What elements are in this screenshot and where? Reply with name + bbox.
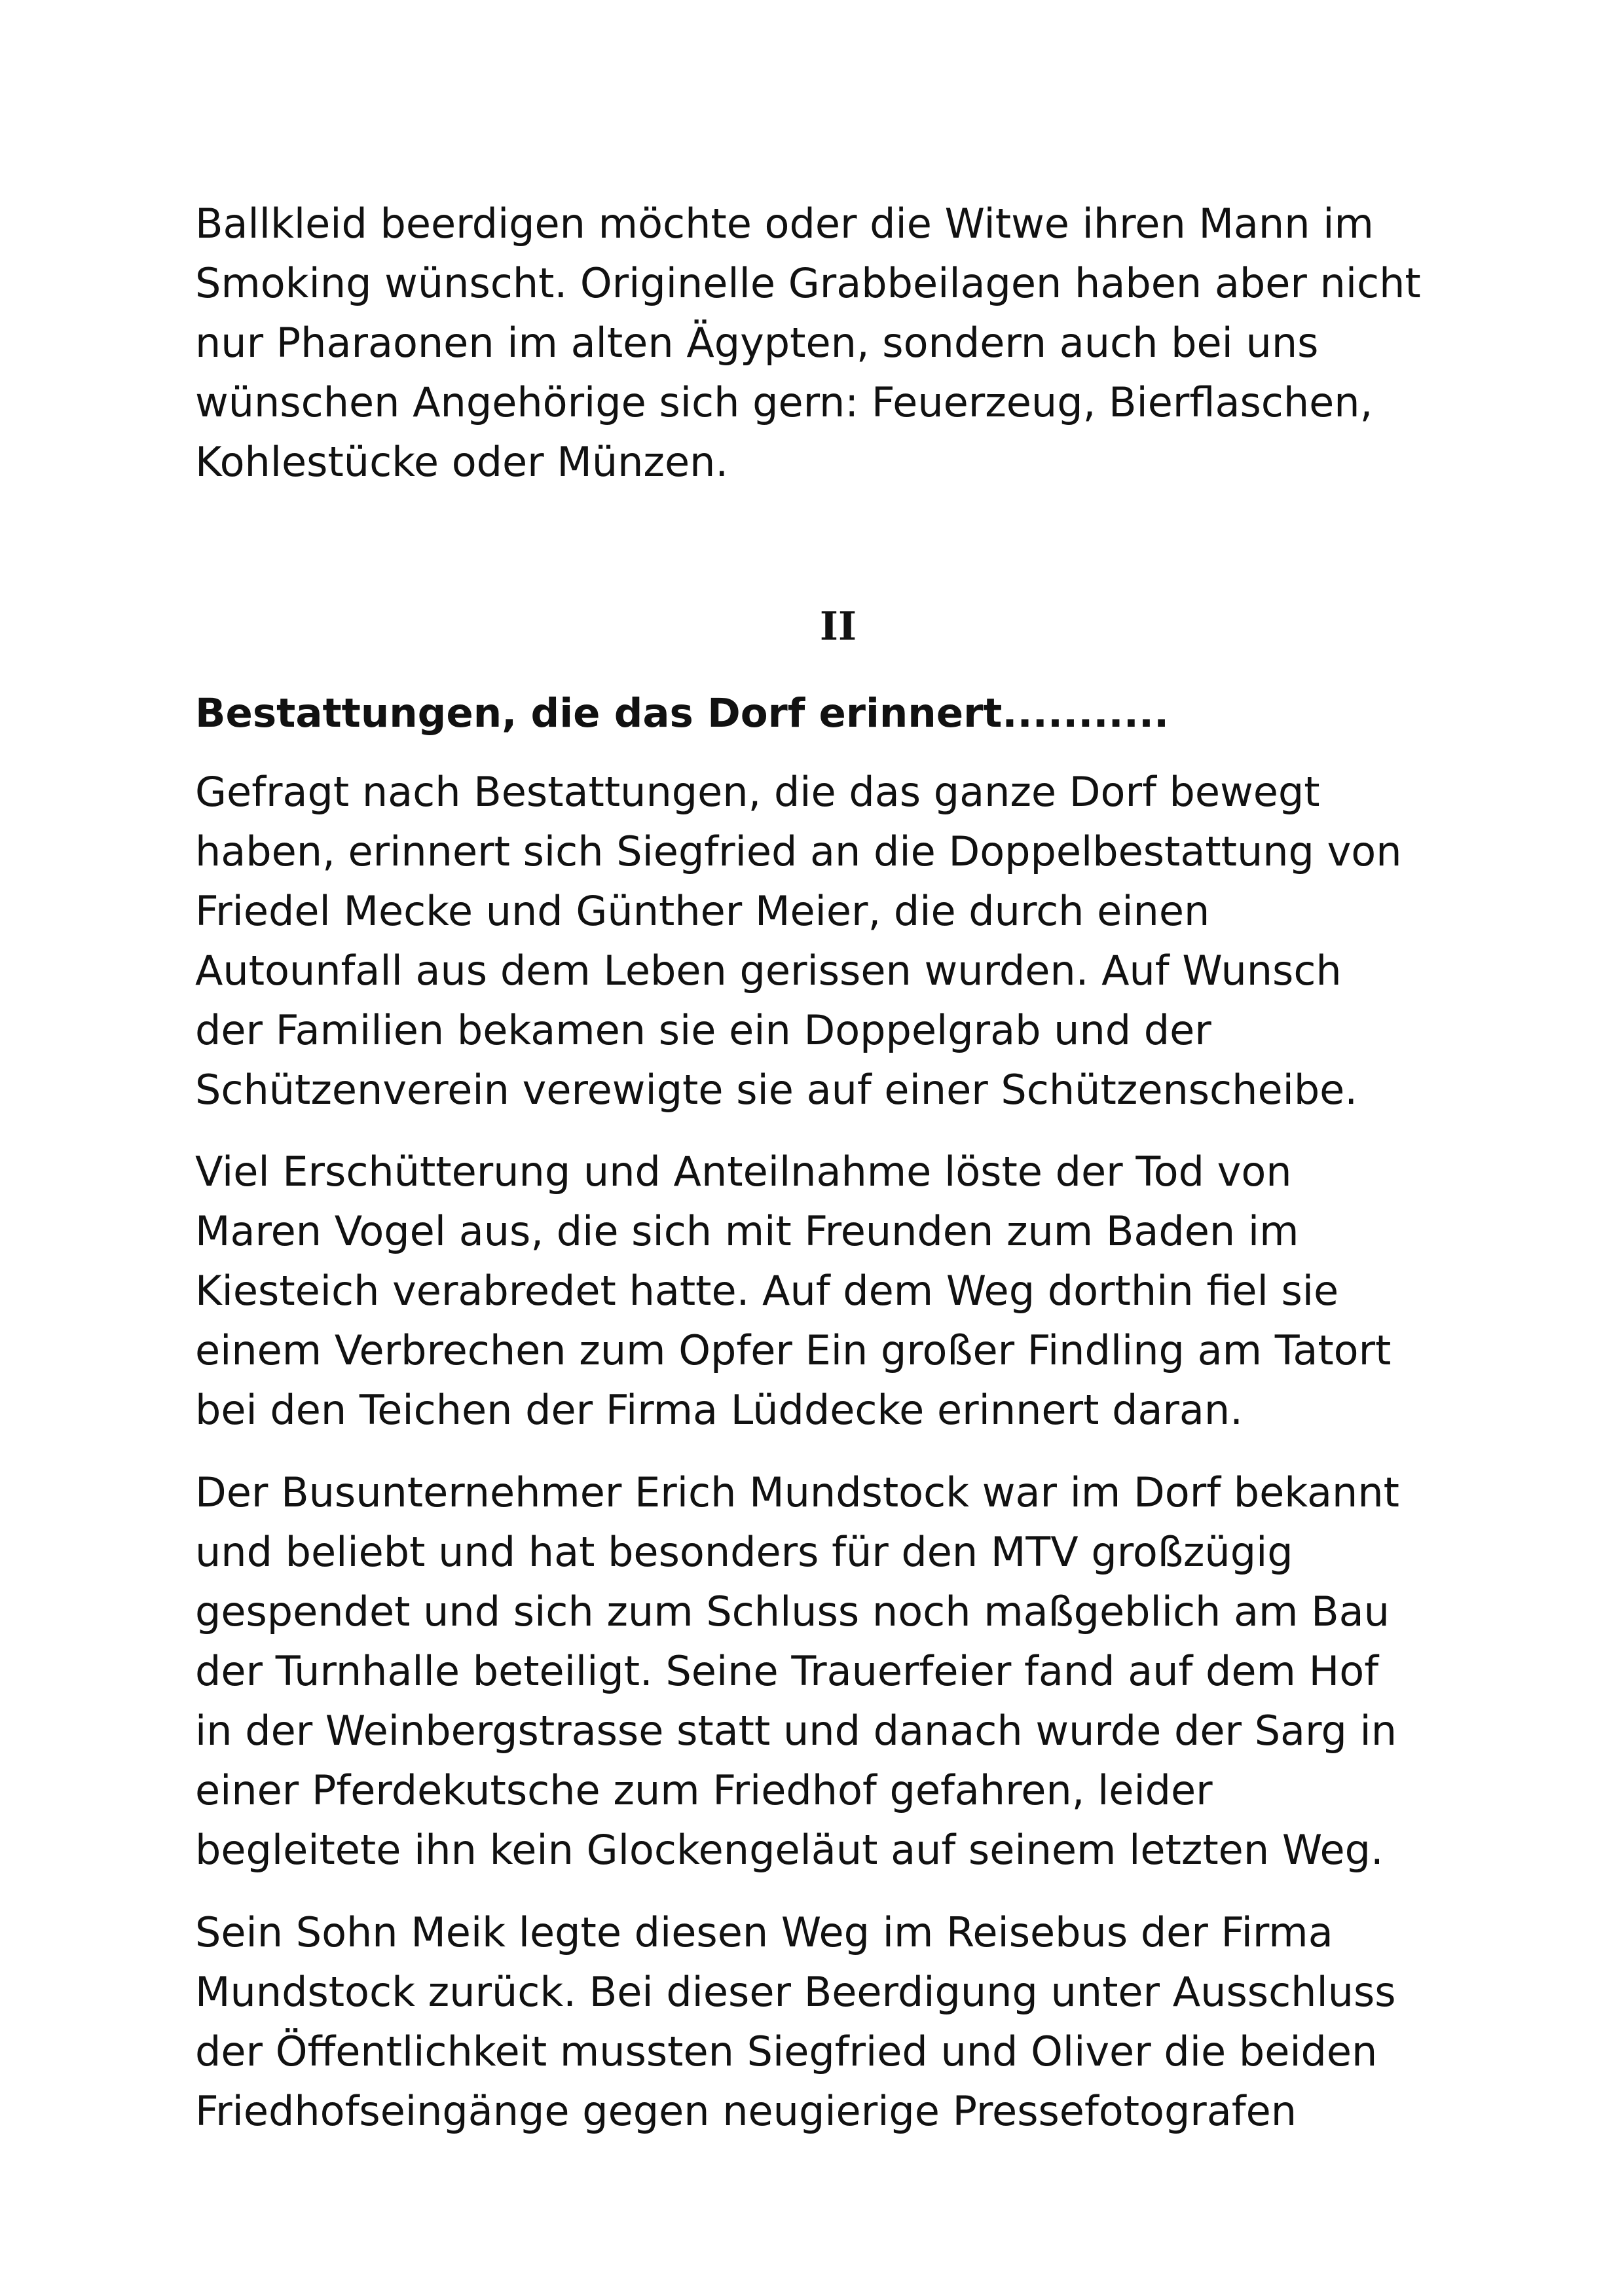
paragraph-erich-mundstock: Der Busunternehmer Erich Mundstock war im Dorf bekannt und beliebt und hat besonders für den MTV großzügig gespendet und sich zum Schluss noch maßgeblich am Bau der Turnhalle beteiligt. Seine Trauerfeier fand auf dem Hof in der Weinbergstrasse statt und danach wurde der Sarg in einer Pferdekutsche zum Friedhof gefahren, leider begleitete ihn kein Glockengeläut auf seinem letzten Weg. bbox=[195, 1468, 1399, 1874]
section-heading: Bestattungen, die das Dorf erinnert........... bbox=[195, 690, 1170, 737]
section-number: II bbox=[819, 604, 857, 649]
paragraph-maren-vogel: Viel Erschütterung und Anteilnahme löste der Tod von Maren Vogel aus, die sich mit Freunden zum Baden im Kiesteich verabredet hatte. Auf dem Weg dorthin fiel sie einem Verbrechen zum Opfer Ein großer Findling am Tatort bei den Teichen der Firma Lüddecke erinnert daran. bbox=[195, 1148, 1392, 1434]
paragraph-double-burial: Gefragt nach Bestattungen, die das ganze Dorf bewegt haben, erinnert sich Siegfried an die Doppelbestattung von Friedel Mecke und Günther Meier, die durch einen Autounfall aus dem Leben gerissen wurden. Auf Wunsch der Familien bekamen sie ein Doppelgrab und der Schützenverein verewigte sie auf einer Schützenscheibe. bbox=[195, 768, 1402, 1114]
paragraph-meik-mundstock: Sein Sohn Meik legte diesen Weg im Reisebus der Firma Mundstock zurück. Bei dieser Beerdigung unter Ausschluss der Öffentlichkeit mussten Siegfried und Oliver die beiden Friedhofseingänge gegen neugierige Pressefotografen bbox=[195, 1908, 1396, 2135]
paragraph-grave-goods: Ballkleid beerdigen möchte oder die Witwe ihren Mann im Smoking wünscht. Originelle Grabbeilagen haben aber nicht nur Pharaonen im alten Ägypten, sondern auch bei uns wünschen Angehörige sich gern: Feuerzeug, Bierflaschen, Kohlestücke oder Münzen. bbox=[195, 200, 1421, 486]
